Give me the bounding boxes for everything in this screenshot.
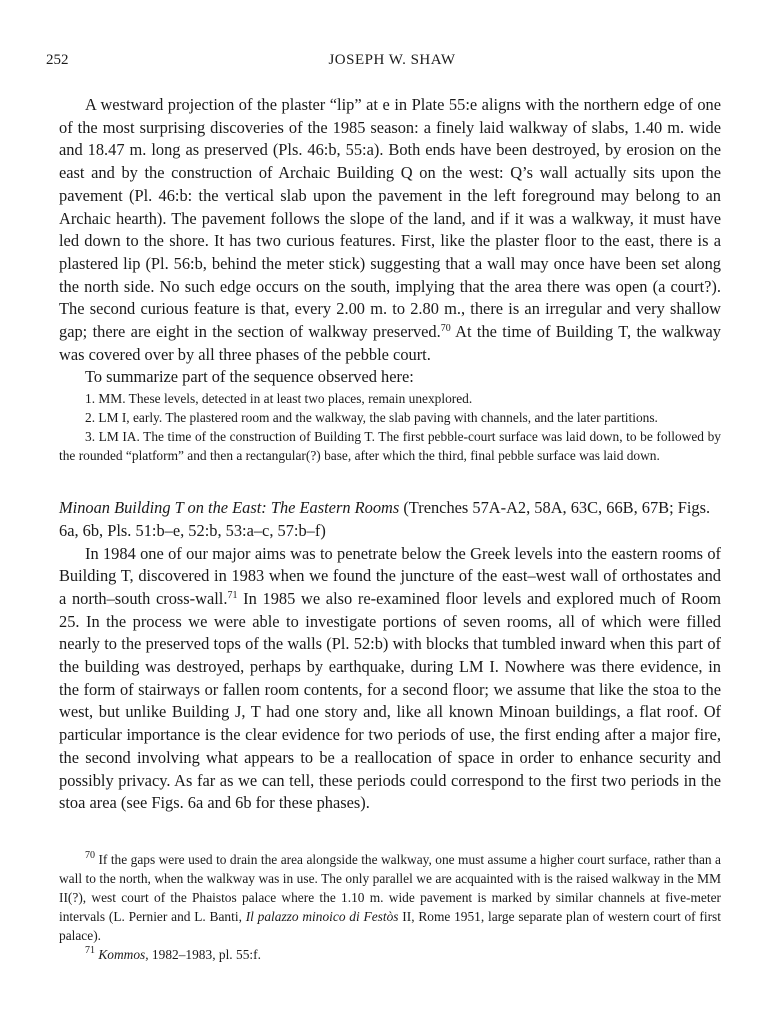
paragraph-walkway: A westward projection of the plaster “lip” at e in Plate 55:e aligns with the northern edge of one of the most surprising discoveries of the 1985 season: a finely laid walkway of slabs, 1.40 m. wide and 18.47 m. long as preserved (Pls. 46:b, 55:a). Both ends have been destroyed, by erosion on the east and by the construction of Archaic Building Q on the west: Q’s wall actually sits upon the pavement (Pl. 46:b: the vertical slab upon the pavement in the left foreground may belong to an Archaic hearth). The pavement follows the slope of the land, and if it was a walkway, it must have led down to the shore. It has two curious features. First, like the plaster floor to the east, there is a plastered lip (Pl. 56:b, behind the meter stick) suggesting that a wall may once have been set along the north side. No such edge occurs on the south, implying that the area there was open (a court?). The second curious feature is that, every 2.00 m. to 2.80 m., there is an irregular and very shallow gap; there are eight in the section of walkway preserved.$^{70}$ At the time of Building T, the walkway was covered over by all three phases of the pebble court.: [59, 95, 721, 364]
main-text: [59, 94, 721, 815]
footnote-71: $^{71}$ Kommos, 1982–1983, pl. 55:f.: [85, 945, 261, 962]
section-heading: [59, 497, 721, 542]
page-number: 252: [46, 52, 69, 68]
footnote-ref-70[interactable]: 70: [440, 323, 451, 335]
footnotes: [59, 850, 721, 964]
sequence-list: [59, 389, 721, 465]
sequence-item-3: 3. LM IA. The time of the construction of Building T. The first pebble-court surface was laid down, to be followed by the rounded “platform” and then a rectangular(?) base, after which the third, final pebble surface was laid down.: [59, 429, 721, 464]
sequence-item-2: 2. LM I, early. The plastered room and the walkway, the slab paving with channels, and the later partitions.: [85, 410, 658, 426]
page-header: [46, 52, 738, 72]
paragraph-eastern-rooms: In 1984 one of our major aims was to penetrate below the Greek levels into the eastern rooms of Building T, discovered in 1983 when we found the juncture of the east–west wall of orthostates and a north–south cross-wall.$^{71}$ In 1985 we also re-examined floor levels and explored much of Room 25. In the process we were able to investigate portions of seven rooms, all of which were filled nearly to the preserved tops of the walls (Pl. 52:b) with blocks that tumbled inward when this part of the building was destroyed, perhaps by earthquake, during LM I. Nowhere was there evidence, in the form of stairways or fallen room contents, for a second floor; we assume that like the stoa to the west, but unlike Building J, T had one story and, like all known Minoan buildings, a flat roof. Of particular importance is the clear evidence for two periods of use, the first ending after a major fire, the second involving what appears to be a reallocation of space in order to enhance security and possibly privacy. As far as we can tell, these periods could correspond to the first two periods in the stoa area (see Figs. 6a and 6b for these phases).: [59, 543, 721, 813]
footnote-70: $^{70}$ If the gaps were used to drain the area alongside the walkway, one must assume a higher court surface, rather than a wall to the north, when the walkway was in use. The only parallel we are acquainted with is the raised walkway in the MM II(?), west court of the Phaistos palace where the 1.10 m. wide pavement is marked by similar channels at five-meter intervals (L. Pernier and L. Banti, Il palazzo minoico di Festòs II, Rome 1951, large separate plan of western court of first palace).: [59, 850, 721, 943]
section-title: Minoan Building T on the East: The Eastern Rooms: [59, 498, 400, 518]
sequence-item-1: 1. MM. These levels, detected in at least two places, remain unexplored.: [85, 391, 473, 407]
summary-intro: To summarize part of the sequence observed here:: [85, 367, 414, 387]
running-head: JOSEPH W. SHAW: [328, 52, 456, 68]
footnote-ref-71[interactable]: 71: [227, 589, 238, 601]
section-refs: (Trenches 57A-A2, 58A, 63C, 66B, 67B; Figs. 6a, 6b, Pls. 51:b–e, 52:b, 53:a–c, 57:b–f): [59, 498, 711, 540]
